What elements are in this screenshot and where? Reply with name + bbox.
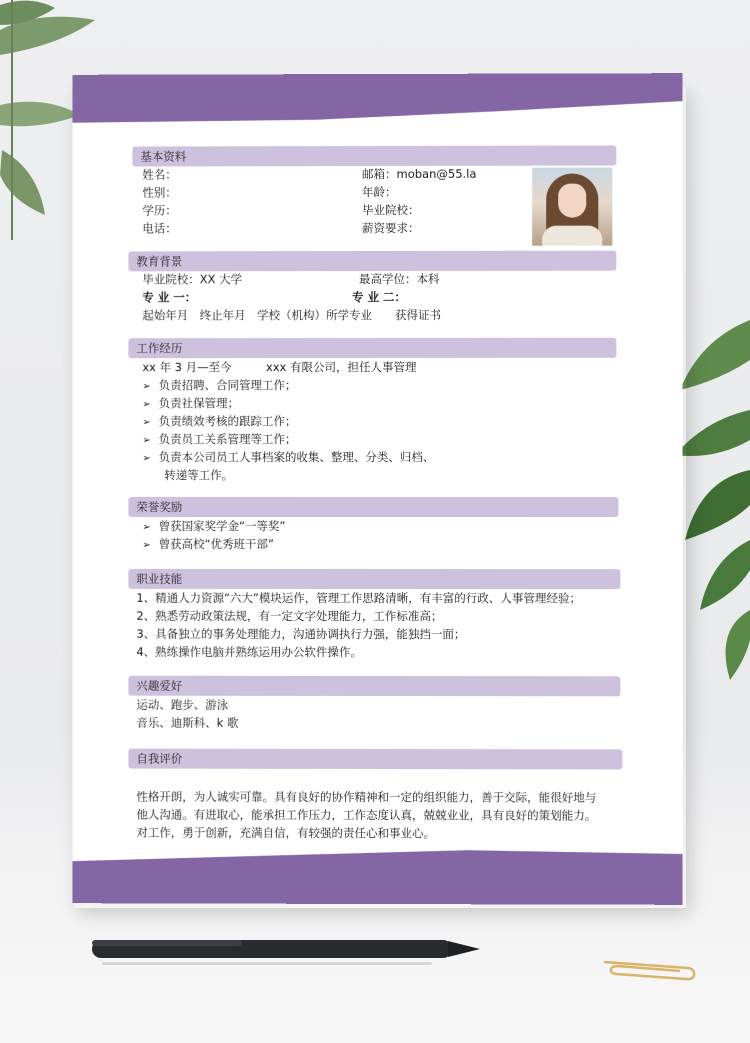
section-hobby-header: 兴趣爱好	[128, 676, 620, 697]
edu-school: 毕业院校：XX 大学	[142, 272, 243, 287]
arrow-bullet-icon: ➢	[142, 453, 151, 465]
edu-major-two: 专 业 二：	[352, 289, 407, 305]
name-field: 姓名：	[142, 167, 177, 182]
section-education-header: 教育背景	[128, 251, 616, 272]
phone-field: 电话：	[142, 221, 177, 236]
edu-table-columns: 起始年月 终止年月 学校（机构）所学专业 获得证书	[142, 307, 442, 323]
work-item: ➢ 负责招聘、合同管理工作；	[142, 378, 297, 393]
hobby-line: 音乐、迪斯科、k 歌	[136, 715, 239, 730]
gender-field: 性别：	[142, 185, 177, 200]
work-item: ➢ 负责绩效考核的跟踪工作；	[142, 414, 297, 429]
work-item: ➢ 负责员工关系管理等工作；	[142, 432, 297, 447]
honor-item: ➢ 曾获国家奖学金“一等奖”	[142, 518, 286, 533]
work-item: ➢ 负责本公司员工人事档案的收集、整理、分类、归档、	[142, 449, 435, 465]
arrow-bullet-icon: ➢	[142, 435, 151, 447]
education-field: 学历：	[142, 203, 177, 218]
edu-major-one: 专 业 一：	[142, 290, 197, 305]
work-header-line: xx 年 3 月—至今 xxx 有限公司，担任人事管理	[142, 359, 417, 375]
section-basic-header: 基本资料	[132, 145, 616, 166]
skill-item: 3、具备独立的事务处理能力，沟通协调执行力强，能独挡一面；	[136, 626, 466, 642]
email-field: 邮箱：moban@55.la	[362, 166, 477, 182]
arrow-bullet-icon: ➢	[142, 399, 151, 411]
work-item-continuation: 转递等工作。	[164, 468, 234, 483]
skill-item: 4、熟练操作电脑并熟练运用办公软件操作。	[136, 644, 362, 659]
self-eval-line: 对工作，勇于创新，充满自信，有较强的责任心和事业心。	[136, 825, 436, 841]
section-honors-header: 荣誉奖励	[128, 497, 618, 517]
arrow-bullet-icon: ➢	[142, 521, 151, 533]
section-self-header: 自我评价	[128, 749, 622, 770]
edu-degree: 最高学位：本科	[359, 271, 440, 287]
resume-paper	[73, 73, 683, 905]
honor-item: ➢ 曾获高校“优秀班干部”	[142, 536, 274, 551]
header-band	[73, 73, 683, 123]
section-work-header: 工作经历	[128, 338, 616, 358]
age-field: 年龄：	[362, 184, 397, 200]
arrow-bullet-icon: ➢	[142, 381, 151, 393]
section-skills-header: 职业技能	[128, 569, 620, 589]
self-eval-line: 性格开朗，为人诚实可靠。具有良好的协作精神和一定的组织能力，善于交际，能很好地与	[136, 789, 597, 805]
arrow-bullet-icon: ➢	[142, 417, 151, 429]
footer-band	[73, 849, 683, 905]
profile-photo	[532, 168, 612, 246]
salary-field: 薪资要求：	[362, 220, 420, 236]
skill-item: 2、熟悉劳动政策法规，有一定文字处理能力，工作标准高；	[136, 608, 443, 624]
arrow-bullet-icon: ➢	[142, 539, 151, 551]
paperclip-decoration	[596, 958, 698, 984]
graduate-school-field: 毕业院校：	[362, 202, 420, 218]
pen-decoration	[88, 932, 483, 966]
hobby-line: 运动、跑步、游泳	[136, 697, 229, 712]
work-item: ➢ 负责社保管理；	[142, 396, 240, 411]
skill-item: 1、精通人力资源“六大”模块运作，管理工作思路清晰，有丰富的行政、人事管理经验；	[136, 590, 581, 606]
self-eval-line: 他人沟通。有进取心，能承担工作压力，工作态度认真，兢兢业业，具有良好的策划能力。	[136, 807, 597, 823]
